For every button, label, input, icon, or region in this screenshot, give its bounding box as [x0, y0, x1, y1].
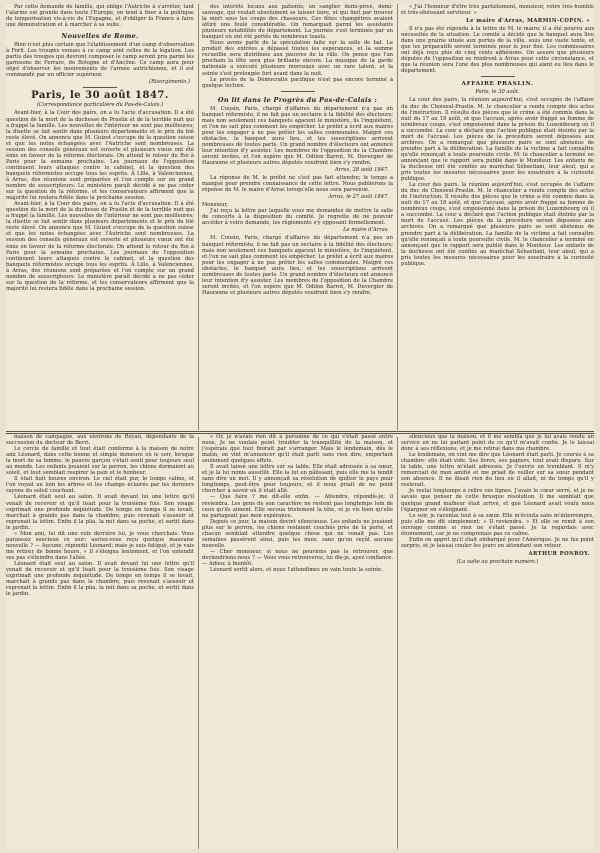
article-text: La cour des pairs, la réunion aujourd'hui, s'est occupée de l'affaire du duc de Choiseul-Praslin. M. le chancelier a rendu compte des actes de l'instruction. Il résulte des pièces que le crime a été commis dans la nuit du 17 au 18 août, et que l'accusé, après avoir frappé sa femme de nombreux coups, s'est empoisonné dans la prison du Luxembourg où il a succombé. La cour a déclaré que l'action publique était éteinte par la mort de l'accusé. Les pièces de la procédure seront déposées aux archives. On a remarqué que plusieurs pairs se sont abstenus de prendre part à la délibération. La famille de la victime a fait connaître qu'elle renonçait à toute poursuite civile. M. le chancelier a terminé en annonçant que le rapport sera publié dans le Moniteur. Les enfants de la duchesse ont été confiés au maréchal Sébastiani, leur aïeul, qui a pris toutes les mesures nécessaires pour les soustraire à la curiosité publique.	[401, 97, 594, 183]
feuilleton-text: Léonard était seul au salon. Il avait devant lui une lettre qu'il venait de recevoir et qu'il lisait pour la troisième fois. Son visage exprimait une profonde inquiétude. De temps en temps il se levait, marchait à grands pas dans la chambre, puis revenait s'asseoir et reprenait la lettre. Enfin il la plia, la mit dans sa poche, et sortit dans le jardin.	[6, 494, 194, 531]
feuilleton-text: — Que faire ? me dit-elle enfin. — Attendre, répondis-je; il reviendra. Les gens de son caractère ne restent pas longtemps loin de ceux qu'ils aiment. Elle secoua tristement la tête, et je vis bien qu'elle ne partageait pas mon espérance.	[202, 494, 393, 519]
feuilleton-text: — Cher monsieur, si nous ne pouvions pas le retrouver, que deviendrions-nous ? — Vous vous retrouverez, lui dis-je, ayez confiance. — Adieu; à bientôt.	[202, 548, 393, 567]
article-text: des intérêts locaux aux patients; un sanglier demi-privé, demi-sauvage, qui voulait absolument se laisser faire, et qui finit par trouver la mort sous les coups des chasseurs. Ces fêtes champêtres avaient attiré une foule considérable. On remarquait parmi les assistants plusieurs notabilités du département. La journée s'est terminée par un banquet où ont été portés de nombreux toasts.	[202, 4, 393, 41]
column-right	[401, 4, 594, 430]
signature: Le maire d'Arras.	[343, 227, 389, 234]
feuilleton-text: Le soir, je racontai tout à sa sœur. Elle m'écouta sans m'interrompre, puis elle me dit simplement: « Il reviendra. » Et elle se remit à son ouvrage comme si rien ne s'était passé. Je la regardais avec étonnement, car je ne comprenais pas ce calme.	[401, 512, 594, 537]
feuilleton-text: Il était huit heures environ. Le ciel était pur, le temps calme, et l'on voyait au loin les arbres et les champs éclairés par les derniers rayons du soleil couchant.	[6, 476, 194, 495]
feuilleton-text: Le cercle de famille et tout était conforme à la maison de notre ami Léonard, dans cette bonne et simple demeure où le soir, lorsque la mort de sa femme, le pauvre garçon s'était senti pour toujours seul au monde. Les enfants jouaient sur le perron, les chiens dormaient au soleil, et tout semblait respirer la paix et le bonheur.	[6, 446, 194, 477]
newspaper-page	[6, 4, 594, 849]
section-heading: AFFAIRE PRASLIN.	[461, 81, 534, 88]
correspondence-note: (Correspondance particulière du Pas-de-Calais.)	[36, 102, 164, 109]
article-text: Rien n'est plus certain que l'établissement d'un camp d'observation à Forli. Les troupes venues à ce camp sont celles de la légation. Les partis des troupes qui devront composer le camp seront pris parmi les garnisons de Ferrare, de Bologne et d'Ancône. Ce camp aura pour objet d'observer les mouvements de l'armée autrichienne, et il est commandé par un officier supérieur.	[6, 42, 194, 79]
continuation-note: (La suite au prochain numéro.)	[456, 558, 539, 565]
section-heading: On lit dans le Progrès du Pas-de-Calais :	[217, 95, 378, 104]
feuilleton-text: silencieux que la maison, et il me sembla que je lui avais rendu un service en ne lui parlant point de ce qu'il m'avait confié. Je le laissai donc à ses réflexions, et je me retirai dans ma chambre.	[401, 434, 594, 453]
article-text: Avant-hier, à la Cour des pairs, on a lu l'acte d'accusation. Il a été question de la mort de la duchesse de Praslin et de la terrible nuit qui a frappé la famille. Les nouvelles de l'intérieur ne sont pas meilleures; la disette se fait sentir dans plusieurs départements et le prix du blé reste élevé. On annonce que M. Guizot s'occupe de la question suisse et que les notes échangées avec l'Autriche sont nombreuses. La session des conseils généraux est ouverte et plusieurs vœux ont été émis en faveur de la réforme électorale. On attend le retour du Roi à Paris pour la semaine prochaine. Les journaux de l'opposition continuent leurs attaques contre le cabinet, et la question des banquets réformistes occupe tous les esprits. À Lille, à Valenciennes, à Arras, des réunions sont préparées et l'on compte sur un grand nombre de souscripteurs. Le ministère paraît décidé à ne pas céder sur la question de la réforme, et les conservateurs affirment que la majorité lui restera fidèle dans la prochaine session.	[6, 110, 194, 202]
signature: Le maire d'Arras, MARMIN-COPIN. »	[466, 18, 590, 25]
column-middle	[202, 4, 393, 430]
column-rule	[397, 437, 398, 849]
feuilleton-text: Je restai longtemps à relire ces lignes. J'avais le cœur serré, et je ne savais que penser de cette brusque résolution. Il me semblait que quelque grand malheur était arrivé, et que Léonard avait voulu nous l'épargner en s'éloignant.	[401, 488, 594, 513]
dateline: Arras, le 27 août 1847.	[328, 194, 389, 201]
feuilleton-text: Enfin on apprit qu'il était embarqué pour l'Amérique. Je ne fus point surpris, et je laissai couler les jours en attendant son retour.	[401, 536, 594, 549]
article-text: J'ai reçu la lettre par laquelle vous me demandez de mettre la salle de concerts à la disposition du comité. Je regrette de ne pouvoir accéder à votre demande, les règlements s'y opposant formellement.	[202, 208, 393, 227]
feuilleton-text: « Or, je n'avais rien dit à personne de ce qui s'était passé entre nous. Je ne voulais point troubler la tranquillité de la maison, et j'espérais que tout finirait par s'arranger. Mais le lendemain, dès le matin, on vint m'annoncer qu'il était parti sans rien dire, emportant seulement quelques effets.	[202, 434, 393, 465]
feuilleton-text: Léonard sortit alors, et nous l'attendîmes en vain toute la soirée.	[210, 567, 383, 574]
article-text: M. Cousin, Paris, chargé d'affaires du département n'a pas un banquet réformiste, il ne fait pas un sectaire à la fidélité des électeurs; mais non seulement ces banquets agacent le ministère, ils l'inquiètent, et l'on ne sait plus comment les empêcher. Le préfet a écrit aux maires pour les engager à ne pas prêter les salles communales. Malgré ces obstacles, le banquet aura lieu, et les souscriptions arrivent nombreuses de toutes parts. Un grand nombre d'électeurs ont annoncé leur intention d'y assister. Les membres de l'opposition de la Chambre seront invités, et l'on espère que M. Odilon Barrot, M. Duvergier de Hauranne et plusieurs autres députés voudront bien s'y rendre.	[202, 105, 393, 167]
dateline: Arras, 28 août 1847.	[334, 167, 389, 174]
article-text: La cour des pairs, la réunion aujourd'hui, s'est occupée de l'affaire du duc de Choiseul-Praslin. M. le chancelier a rendu compte des actes de l'instruction. Il résulte des pièces que le crime a été commis dans la nuit du 17 au 18 août, et que l'accusé, après avoir frappé sa femme de nombreux coups, s'est empoisonné dans la prison du Luxembourg où il a succombé. La cour a déclaré que l'action publique était éteinte par la mort de l'accusé. Les pièces de la procédure seront déposées aux archives. On a remarqué que plusieurs pairs se sont abstenus de prendre part à la délibération. La famille de la victime a fait connaître qu'elle renonçait à toute poursuite civile. M. le chancelier a terminé en annonçant que le rapport sera publié dans le Moniteur. Les enfants de la duchesse ont été confiés au maréchal Sébastiani, leur aïeul, qui a pris toutes les mesures nécessaires pour les soustraire à la curiosité publique.	[401, 182, 594, 267]
feuilleton-text: Le lendemain, on vint me dire que Léonard était parti. Je courus à sa chambre: elle était vide. Ses livres, ses papiers, tout avait disparu. Sur la table, une lettre m'était adressée. Je l'ouvris en tremblant. Il m'y remerciait de mon amitié et me priait de veiller sur sa sœur pendant son absence. Il ne disait rien du lieu où il allait, ni du temps qu'il y resterait.	[401, 452, 594, 489]
article-text: Le procès de la Démocratie pacifique n'est pas encore terminé à quelque lecture.	[202, 76, 393, 89]
article-text: « J'ai l'honneur d'être très parfaitement, monsieur, votre très-humble et très-obéissant serviteur. »	[401, 4, 594, 17]
letter-salutation: Monsieur,	[202, 202, 229, 209]
article-text: M. Cousin, Paris, chargé d'affaires du département n'a pas un banquet réformiste, il ne fait pas un sectaire à la fidélité des électeurs; mais non seulement ces banquets agacent le ministère, ils l'inquiètent, et l'on ne sait plus comment les empêcher. Le préfet a écrit aux maires pour les engager à ne pas prêter les salles communales. Malgré ces obstacles, le banquet aura lieu, et les souscriptions arrivent nombreuses de toutes parts. Un grand nombre d'électeurs ont annoncé leur intention d'y assister. Les membres de l'opposition de la Chambre seront invités, et l'on espère que M. Odilon Barrot, M. Duvergier de Hauranne et plusieurs autres députés voudront bien s'y rendre.	[202, 235, 393, 296]
column-rule	[397, 4, 398, 430]
dateline: Paris, le 30 août.	[475, 89, 520, 96]
author-signature: ARTHUR PONROY.	[528, 550, 590, 557]
article-text: Nous avons parlé de la spéculation faite sur la salle de bal. Le produit des entrées a dépassé toutes les espérances, et la somme recueillie sera distribuée aux pauvres de la ville. On pense que l'an prochain la fête sera plus brillante encore. La musique de la garde nationale a exécuté plusieurs morceaux avec un rare talent, et la soirée s'est prolongée fort avant dans la nuit.	[202, 40, 393, 77]
feuilleton-column-left	[6, 434, 194, 847]
feuilleton-text: Il avait laissé une lettre sur sa table. Elle était adressée à sa sœur, et je la lui remis aussitôt. Elle la lut en pâlissant, puis elle me la tendit sans dire un mot. Il y annonçait sa résolution de quitter le pays pour longtemps, peut-être pour toujours, et il nous priait de ne point chercher à savoir où il était allé.	[202, 464, 393, 495]
column-left	[6, 4, 194, 430]
feuilleton-text: Léonard était seul au salon. Il avait devant lui une lettre qu'il venait de recevoir et qu'il lisait pour la troisième fois. Son visage exprimait une profonde inquiétude. De temps en temps il se levait, marchait à grands pas dans la chambre, puis revenait s'asseoir et reprenait la lettre. Enfin il la plia, la mit dans sa poche, et sortit dans le jardin.	[6, 560, 194, 598]
divider	[281, 91, 315, 92]
feuilleton-column-right	[401, 434, 594, 847]
divider	[83, 87, 117, 88]
feuilleton-column-middle	[202, 434, 393, 847]
feuilleton-text: « Mon ami, lui dit une voix derrière lui, je vous cherchais. Vous paraissez soucieux ce soir; auriez-vous reçu quelque mauvaise nouvelle ? — Aucune, répondit Léonard; mais je suis fatigué, et je vais me retirer de bonne heure. » Il s'éloigna lentement, et l'on entendit ses pas s'éteindre dans l'allée.	[6, 530, 194, 561]
source-credit: (Risorgimento.)	[149, 79, 190, 86]
article-text: Avant-hier, à la Cour des pairs, on a lu l'acte d'accusation. Il a été question de la mort de la duchesse de Praslin et de la terrible nuit qui a frappé la famille. Les nouvelles de l'intérieur ne sont pas meilleures; la disette se fait sentir dans plusieurs départements et le prix du blé reste élevé. On annonce que M. Guizot s'occupe de la question suisse et que les notes échangées avec l'Autriche sont nombreuses. La session des conseils généraux est ouverte et plusieurs vœux ont été émis en faveur de la réforme électorale. On attend le retour du Roi à Paris pour la semaine prochaine. Les journaux de l'opposition continuent leurs attaques contre le cabinet, et la question des banquets réformistes occupe tous les esprits. À Lille, à Valenciennes, à Arras, des réunions sont préparées et l'on compte sur un grand nombre de souscripteurs. Le ministère paraît décidé à ne pas céder sur la question de la réforme, et les conservateurs affirment que la majorité lui restera fidèle dans la prochaine session.	[6, 201, 194, 292]
article-text: Par cette demande de famille, qui oblige l'Autriche à s'arrêter, tant l'alarme est grande dans toute l'Europe, on tend à fixer à la politique de temporisation vis-à-vis de l'Espagne, et d'obliger la France à faire une démonstration et à marcher à sa suite.	[6, 4, 194, 29]
feuilleton-text: maison de campagne, aux environs de Royan, dépendante de la succession du docteur de Berri.	[6, 434, 194, 447]
feuilleton-text: Depuis ce jour, la maison devint silencieuse. Les enfants ne jouaient plus sur le perron, les chiens restaient couchés près de la porte, et chacun semblait attendre quelque chose qui ne venait pas. Les semaines passèrent ainsi, puis les mois, sans qu'on reçût aucune nouvelle.	[202, 518, 393, 549]
article-text: La réponse de M. le préfet ne s'est pas fait attendre; le temps a manqué pour prendre connaissance de cette lettre. Nous publierons la réponse de M. le maire d'Arras lorsqu'elle nous sera parvenue.	[202, 175, 393, 194]
section-heading: Nouvelles de Rome.	[61, 32, 139, 41]
article-text: Il n'a pas été répondu à la lettre de M. le maire; il a été pourvu aux nécessités de la situation. Le comité a décidé que le banquet aura lieu dans une prairie située aux portes de la ville, sous une vaste tente, et que les préparatifs seront terminés pour le jour fixé. Les commissaires ont déjà reçu plus de cinq cents adhésions. On assure que plusieurs députés de l'opposition se rendront à Arras pour cette circonstance, et que la réunion sera l'une des plus nombreuses qui aient eu lieu dans le département.	[401, 26, 594, 75]
feuilleton-rule	[6, 431, 594, 432]
divider	[481, 76, 515, 77]
column-rule	[198, 437, 199, 849]
dateline-heading: Paris, le 30 août 1847.	[31, 90, 169, 102]
column-rule	[198, 4, 199, 430]
